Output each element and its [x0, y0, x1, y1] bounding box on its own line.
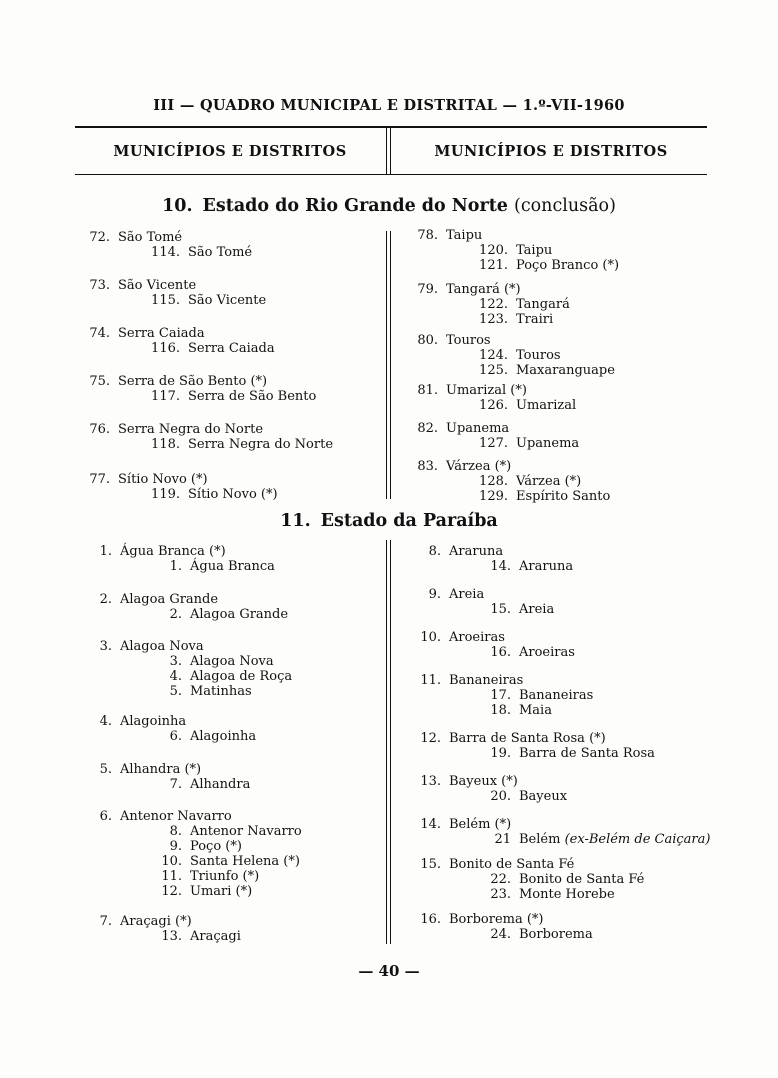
district-number: 114.	[151, 245, 180, 260]
district-name: Santa Helena (*)	[190, 854, 300, 869]
district-name: Poço Branco (*)	[516, 258, 620, 273]
district-entry	[148, 607, 288, 622]
district-number: 17.	[490, 688, 511, 703]
column-divider	[390, 540, 391, 944]
section-number: 11.	[280, 511, 311, 531]
district-entry	[477, 832, 710, 847]
municipality-name: Serra de São Bento (*)	[118, 374, 268, 389]
district-number: 7.	[169, 777, 182, 792]
district-number: 128.	[479, 474, 508, 489]
district-number: 20.	[490, 789, 511, 804]
municipality-number: 80.	[417, 333, 438, 348]
district-name: Bonito de Santa Fé	[519, 872, 645, 887]
district-entry	[148, 777, 250, 792]
district-entry	[474, 258, 619, 273]
district-entry	[148, 559, 275, 574]
district-name: Araruna	[519, 559, 574, 574]
municipality-name: São Tomé	[118, 230, 183, 245]
municipality-entry	[420, 630, 575, 660]
municipality-entry	[420, 817, 711, 847]
municipality-number: 2.	[99, 592, 112, 607]
district-entry	[474, 436, 579, 451]
municipality-name: Umarizal (*)	[446, 383, 527, 398]
municipality-number: 9.	[428, 587, 441, 602]
section-note: (conclusão)	[514, 196, 616, 216]
municipality-name: Bonito de Santa Fé	[449, 857, 575, 872]
municipality-number: 12.	[420, 731, 441, 746]
district-number: 116.	[151, 341, 180, 356]
district-name: Aroeiras	[519, 645, 575, 660]
municipality-number: 13.	[420, 774, 441, 789]
municipality-number: 81.	[417, 383, 438, 398]
municipality-number: 6.	[99, 809, 112, 824]
municipality-entry	[99, 592, 289, 622]
district-entry	[477, 746, 655, 761]
district-entry	[477, 703, 593, 718]
municipality-number: 76.	[89, 422, 110, 437]
municipality-entry	[420, 673, 594, 718]
column-header-rule	[75, 174, 707, 175]
municipality-entry	[89, 472, 278, 502]
district-name: Antenor Navarro	[190, 824, 302, 839]
column-divider-header	[386, 128, 387, 174]
district-name: Serra Caiada	[188, 341, 275, 356]
district-number: 24.	[490, 927, 511, 942]
municipality-entry	[89, 422, 334, 452]
district-entry	[146, 245, 252, 260]
section-title-rn	[0, 196, 778, 216]
municipality-name: Barra de Santa Rosa (*)	[449, 731, 606, 746]
municipality-name: Touros	[446, 333, 491, 348]
district-entry	[477, 688, 593, 703]
district-name: São Vicente	[188, 293, 267, 308]
municipality-number: 5.	[99, 762, 112, 777]
district-name: Espírito Santo	[516, 489, 611, 504]
municipality-number: 78.	[417, 228, 438, 243]
municipality-number: 73.	[89, 278, 110, 293]
district-name: Monte Horebe	[519, 887, 615, 902]
district-number: 18.	[490, 703, 511, 718]
district-number: 12.	[161, 884, 182, 899]
section-number: 10.	[162, 196, 193, 216]
section-name: Estado da Paraíba	[320, 511, 498, 531]
column-divider	[386, 231, 387, 499]
municipality-entry	[417, 459, 611, 504]
district-number: 10.	[161, 854, 182, 869]
municipality-entry	[420, 774, 568, 804]
municipality-number: 10.	[420, 630, 441, 645]
district-name: Barra de Santa Rosa	[519, 746, 655, 761]
municipality-entry	[420, 912, 593, 942]
municipality-name: Belém (*)	[449, 817, 512, 832]
municipality-number: 7.	[99, 914, 112, 929]
district-name: Alagoa Grande	[190, 607, 289, 622]
district-number: 123.	[479, 312, 508, 327]
district-entry	[146, 293, 266, 308]
district-name: Taipu	[516, 243, 553, 258]
district-entry	[148, 929, 241, 944]
district-number: 120.	[479, 243, 508, 258]
district-entry	[474, 489, 610, 504]
district-entry	[148, 654, 292, 669]
district-number: 5.	[169, 684, 182, 699]
district-number: 125.	[479, 363, 508, 378]
district-entry	[477, 559, 573, 574]
district-number: 115.	[151, 293, 180, 308]
district-entry	[474, 348, 615, 363]
municipality-name: Araruna	[449, 544, 504, 559]
district-entry	[146, 341, 275, 356]
district-number: 14.	[490, 559, 511, 574]
district-number: 22.	[490, 872, 511, 887]
district-entry	[148, 869, 302, 884]
municipality-name: Aroeiras	[449, 630, 505, 645]
district-entry	[474, 243, 619, 258]
municipality-entry	[99, 639, 293, 699]
municipality-name: Água Branca (*)	[120, 544, 226, 559]
district-number: 121.	[479, 258, 508, 273]
district-name: Touros	[516, 348, 561, 363]
district-name: São Tomé	[188, 245, 253, 260]
district-number: 126.	[479, 398, 508, 413]
municipality-number: 74.	[89, 326, 110, 341]
municipality-entry	[420, 731, 655, 761]
district-name: Areia	[519, 602, 555, 617]
section-name: Estado do Rio Grande do Norte	[202, 196, 508, 216]
district-entry	[146, 437, 333, 452]
municipality-entry	[99, 809, 302, 899]
district-number: 13.	[161, 929, 182, 944]
district-entry	[474, 312, 570, 327]
district-number: 119.	[151, 487, 180, 502]
district-name: Borborema	[519, 927, 593, 942]
district-number: 23.	[490, 887, 511, 902]
municipality-entry	[99, 762, 251, 792]
district-name: Alagoa de Roça	[190, 669, 293, 684]
district-number: 129.	[479, 489, 508, 504]
municipality-name: Bayeux (*)	[449, 774, 518, 789]
municipality-entry	[99, 544, 275, 574]
district-name: Tangará	[516, 297, 570, 312]
district-entry	[148, 824, 302, 839]
municipality-number: 3.	[99, 639, 112, 654]
municipality-entry	[428, 587, 555, 617]
district-entry	[146, 487, 278, 502]
district-name: Triunfo (*)	[190, 869, 260, 884]
district-entry	[148, 884, 302, 899]
municipality-number: 82.	[417, 421, 438, 436]
district-number: 21	[494, 832, 511, 847]
municipality-number: 72.	[89, 230, 110, 245]
municipality-entry	[417, 383, 577, 413]
municipality-name: Alagoa Grande	[120, 592, 219, 607]
district-name: Maia	[519, 703, 552, 718]
municipality-number: 11.	[420, 673, 441, 688]
district-entry	[477, 645, 575, 660]
municipality-entry	[89, 374, 317, 404]
district-name: Umarizal	[516, 398, 577, 413]
municipality-number: 15.	[420, 857, 441, 872]
district-name: Bananeiras	[519, 688, 594, 703]
header-rule	[75, 126, 707, 128]
district-name: Poço (*)	[190, 839, 242, 854]
district-entry	[146, 389, 316, 404]
district-entry	[148, 684, 292, 699]
district-number: 8.	[169, 824, 182, 839]
district-number: 4.	[169, 669, 182, 684]
district-number: 6.	[169, 729, 182, 744]
municipality-name: Areia	[449, 587, 485, 602]
municipality-name: Borborema (*)	[449, 912, 544, 927]
district-name: Serra de São Bento	[188, 389, 317, 404]
column-header-left: MUNICÍPIOS E DISTRITOS	[113, 143, 347, 160]
district-entry	[148, 839, 302, 854]
municipality-number: 79.	[417, 282, 438, 297]
district-name: Alhandra	[190, 777, 251, 792]
municipality-entry	[428, 544, 574, 574]
municipality-name: Upanema	[446, 421, 510, 436]
district-number: 118.	[151, 437, 180, 452]
district-name: Matinhas	[190, 684, 252, 699]
district-name: Belém	[519, 832, 561, 847]
column-divider-header	[390, 128, 391, 174]
district-number: 3.	[169, 654, 182, 669]
municipality-number: 83.	[417, 459, 438, 474]
district-name: Maxaranguape	[516, 363, 615, 378]
municipality-entry	[417, 421, 580, 451]
page-number: — 40 —	[358, 962, 420, 980]
district-name: Umari (*)	[190, 884, 253, 899]
municipality-name: Alhandra (*)	[120, 762, 202, 777]
page-header: III — QUADRO MUNICIPAL E DISTRITAL — 1.º-VII-1960	[153, 97, 625, 114]
district-name: Serra Negra do Norte	[188, 437, 334, 452]
municipality-number: 1.	[99, 544, 112, 559]
municipality-entry	[420, 857, 645, 902]
district-entry	[477, 872, 644, 887]
column-divider	[390, 231, 391, 499]
district-entry	[148, 854, 302, 869]
municipality-number: 75.	[89, 374, 110, 389]
district-note: (ex-Belém de Caiçara)	[564, 832, 711, 847]
section-title-pb	[0, 511, 778, 531]
municipality-entry	[417, 228, 620, 273]
district-name: Araçagi	[190, 929, 241, 944]
municipality-number: 8.	[428, 544, 441, 559]
municipality-name: Sítio Novo (*)	[118, 472, 208, 487]
municipality-entry	[417, 282, 570, 327]
municipality-name: São Vicente	[118, 278, 197, 293]
municipality-name: Serra Caiada	[118, 326, 205, 341]
district-entry	[474, 297, 570, 312]
district-entry	[477, 887, 644, 902]
district-name: Alagoa Nova	[190, 654, 274, 669]
municipality-number: 16.	[420, 912, 441, 927]
district-number: 2.	[169, 607, 182, 622]
column-divider	[386, 540, 387, 944]
district-entry	[477, 602, 554, 617]
municipality-entry	[89, 278, 267, 308]
municipality-number: 4.	[99, 714, 112, 729]
district-name: Trairi	[516, 312, 554, 327]
municipality-name: Alagoa Nova	[120, 639, 204, 654]
municipality-entry	[89, 326, 275, 356]
district-name: Upanema	[516, 436, 580, 451]
district-name: Alagoinha	[190, 729, 257, 744]
municipality-name: Serra Negra do Norte	[118, 422, 264, 437]
municipality-name: Bananeiras	[449, 673, 524, 688]
district-entry	[474, 474, 610, 489]
district-number: 122.	[479, 297, 508, 312]
municipality-name: Alagoinha	[120, 714, 187, 729]
municipality-name: Tangará (*)	[446, 282, 521, 297]
district-number: 11.	[161, 869, 182, 884]
municipality-entry	[417, 333, 615, 378]
district-name: Água Branca	[190, 559, 275, 574]
district-entry	[477, 927, 593, 942]
district-name: Sítio Novo (*)	[188, 487, 278, 502]
municipality-name: Taipu	[446, 228, 483, 243]
district-entry	[474, 363, 615, 378]
municipality-entry	[89, 230, 253, 260]
district-number: 15.	[490, 602, 511, 617]
municipality-entry	[99, 914, 241, 944]
district-number: 16.	[490, 645, 511, 660]
district-number: 127.	[479, 436, 508, 451]
district-entry	[148, 669, 292, 684]
district-name: Bayeux	[519, 789, 568, 804]
district-number: 124.	[479, 348, 508, 363]
district-entry	[477, 789, 567, 804]
district-number: 1.	[169, 559, 182, 574]
district-number: 117.	[151, 389, 180, 404]
municipality-number: 77.	[89, 472, 110, 487]
district-name: Várzea (*)	[516, 474, 582, 489]
municipality-number: 14.	[420, 817, 441, 832]
district-number: 19.	[490, 746, 511, 761]
municipality-entry	[99, 714, 257, 744]
column-header-right: MUNICÍPIOS E DISTRITOS	[434, 143, 668, 160]
municipality-name: Antenor Navarro	[120, 809, 232, 824]
district-number: 9.	[169, 839, 182, 854]
district-entry	[148, 729, 256, 744]
municipality-name: Araçagi (*)	[120, 914, 192, 929]
municipality-name: Várzea (*)	[446, 459, 512, 474]
district-entry	[474, 398, 576, 413]
